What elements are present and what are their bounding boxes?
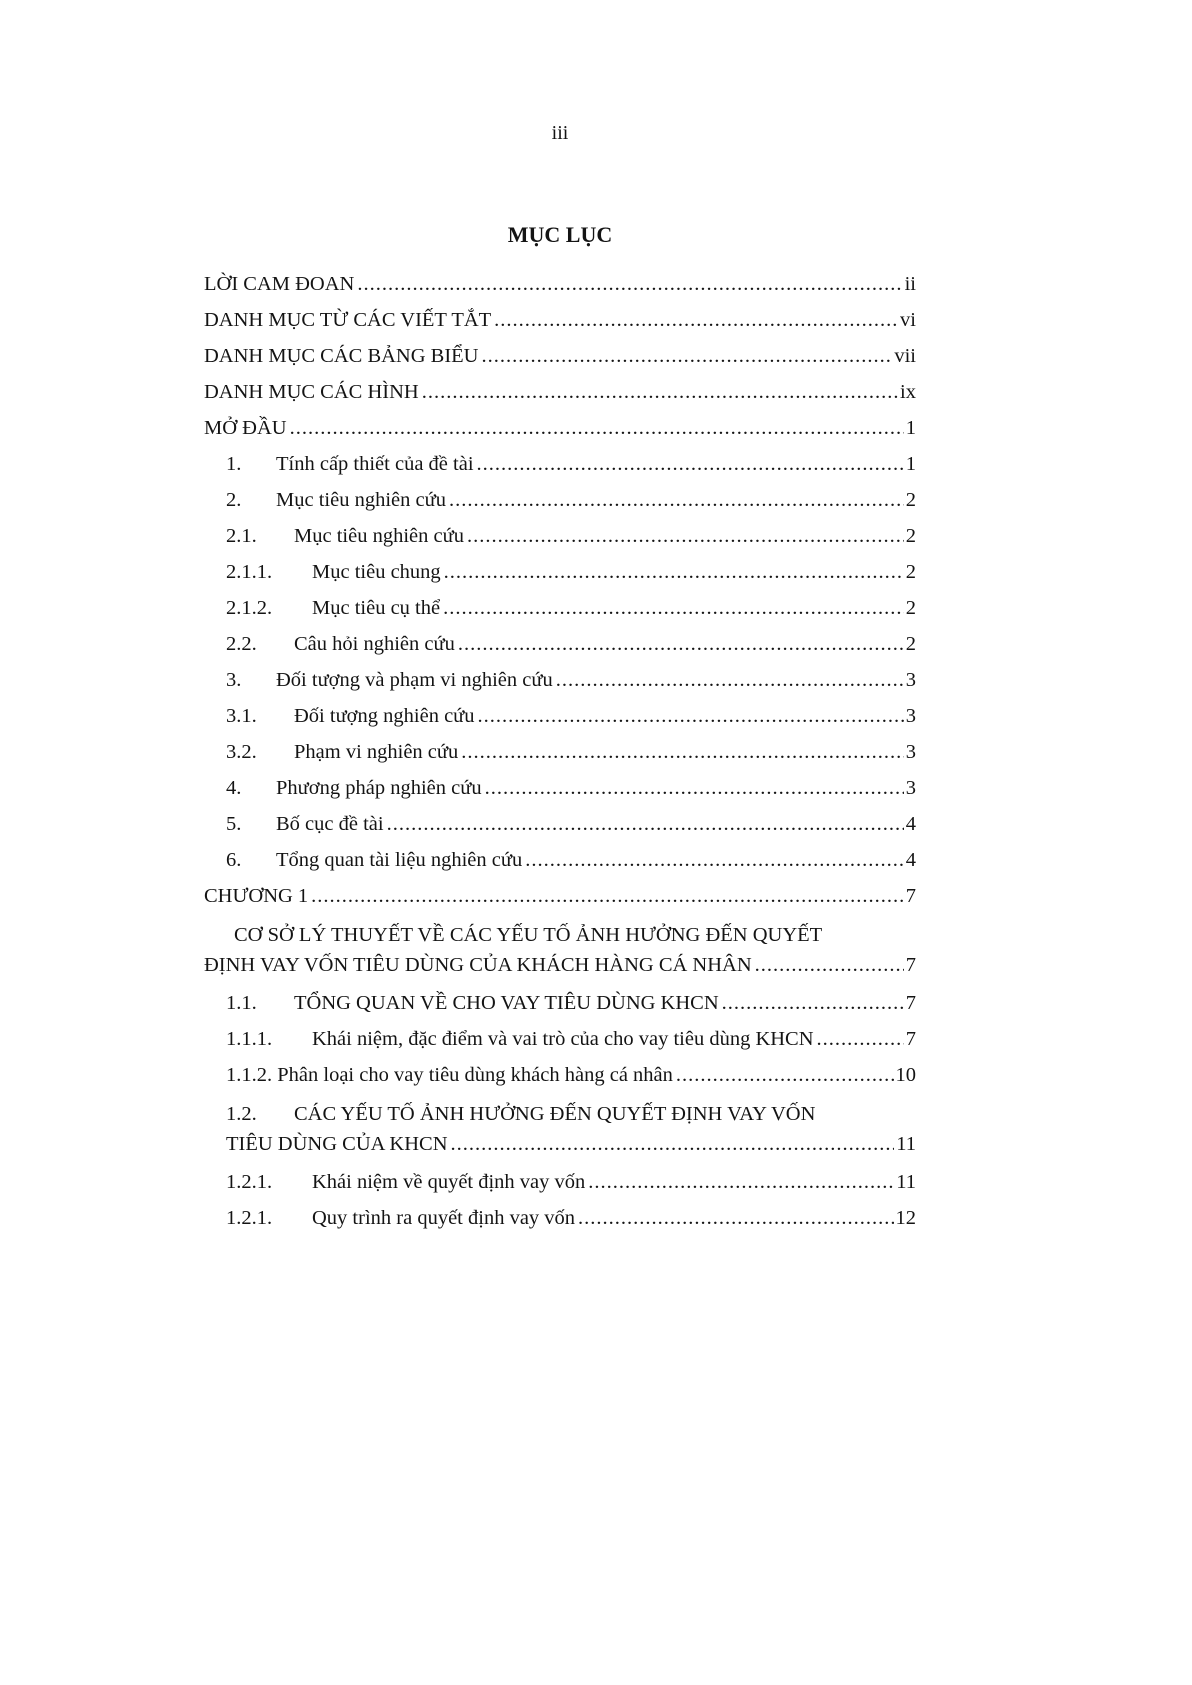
toc-entry-label: CHƯƠNG 1 (204, 885, 309, 907)
toc-entry-number: 6. (226, 849, 242, 871)
toc-entry-label: DANH MỤC CÁC HÌNH (204, 381, 419, 403)
toc-entry-page: 3 (905, 669, 916, 691)
toc-entry[interactable] (204, 416, 916, 452)
toc-entry-label: Mục tiêu cụ thể (312, 597, 441, 619)
toc-entry-number: 1. (226, 453, 242, 475)
toc-entry-label: Mục tiêu nghiên cứu (294, 525, 464, 547)
toc-entry-page: 2 (905, 633, 916, 655)
dot-leader (451, 1129, 895, 1159)
toc-entry-label: MỞ ĐẦU (204, 417, 287, 439)
toc-entry-label: LỜI CAM ĐOAN (204, 273, 355, 295)
toc-entry-number: 3.1. (226, 705, 257, 727)
toc-entry-page: 2 (905, 597, 916, 619)
toc-entry-label: Phạm vi nghiên cứu (294, 741, 459, 763)
dot-leader (443, 596, 904, 621)
dot-leader (755, 950, 904, 980)
toc-entry[interactable] (204, 596, 916, 632)
toc-entry-label: Mục tiêu chung (312, 561, 441, 583)
toc-entry-label: Quy trình ra quyết định vay vốn (312, 1207, 576, 1229)
toc-entry-page: ix (900, 381, 916, 403)
toc-entry-label: DANH MỤC TỪ CÁC VIẾT TẮT (204, 309, 492, 331)
toc-entry-number: 3.2. (226, 741, 257, 763)
toc-entry-page: 2 (905, 489, 916, 511)
toc-entry-page: 3 (905, 741, 916, 763)
dot-leader (478, 704, 904, 729)
toc-entry-page: 2 (905, 561, 916, 583)
toc-title: MỤC LỤC (507, 222, 613, 247)
toc-entry[interactable] (204, 524, 916, 560)
toc-entry-page: 12 (895, 1207, 916, 1229)
dot-leader (311, 884, 904, 909)
toc-entry[interactable] (204, 1063, 916, 1099)
dot-leader (578, 1206, 893, 1231)
dot-leader (449, 488, 904, 513)
dot-leader (525, 848, 904, 873)
toc-entry-label: Khái niệm về quyết định vay vốn (312, 1171, 586, 1193)
toc-entry-number: 1.1. (226, 992, 257, 1014)
dot-leader (722, 991, 904, 1016)
toc-entry-number: 3. (226, 669, 242, 691)
toc-entry-number: 2.1.2. (226, 597, 273, 619)
toc-entry-section-title[interactable] (204, 1099, 916, 1159)
toc-entry[interactable] (204, 1206, 916, 1242)
toc-entry[interactable] (204, 668, 916, 704)
toc-entry-chapter-title[interactable] (204, 920, 916, 980)
toc-entry-label: Khái niệm, đặc điểm và vai trò của cho vay tiêu dùng KHCN (312, 1028, 814, 1050)
toc-entry-page: 7 (905, 1028, 916, 1050)
toc-entry-label-line2: ĐỊNH VAY VỐN TIÊU DÙNG CỦA KHÁCH HÀNG CÁ NHÂN (204, 954, 752, 976)
page-number: iii (551, 122, 569, 144)
toc-entry-label-line1: CƠ SỞ LÝ THUYẾT VỀ CÁC YẾU TỐ ẢNH HƯỞNG ĐẾN QUYẾT (234, 924, 823, 946)
toc-entry-number: 1.1.1. (226, 1028, 273, 1050)
toc-entry-page: 10 (895, 1064, 916, 1086)
dot-leader (494, 308, 898, 333)
toc-entry-page: 11 (896, 1171, 916, 1193)
toc-entry-label: Mục tiêu nghiên cứu (276, 489, 446, 511)
toc-entry[interactable] (204, 344, 916, 380)
toc-entry-number: 2.2. (226, 633, 257, 655)
toc-entry[interactable] (204, 1170, 916, 1206)
toc-entry-page: 4 (905, 813, 916, 835)
toc-entry[interactable] (204, 560, 916, 596)
toc-entry-page: 7 (905, 992, 916, 1014)
toc-entry-label: Tổng quan tài liệu nghiên cứu (276, 849, 523, 871)
toc-entry-page: 1 (905, 417, 916, 439)
toc-entry-number: 4. (226, 777, 242, 799)
toc-entry[interactable] (204, 740, 916, 776)
dot-leader (556, 668, 904, 693)
toc-entry-number: 2.1. (226, 525, 257, 547)
dot-leader (458, 632, 904, 657)
toc-entry-page: 7 (905, 954, 916, 976)
toc-entry-label-text: CÁC YẾU TỐ ẢNH HƯỞNG ĐẾN QUYẾT ĐỊNH VAY VỐN (294, 1103, 816, 1125)
dot-leader (290, 416, 904, 441)
dot-leader (817, 1027, 904, 1052)
toc-entry[interactable] (204, 452, 916, 488)
toc-entry-label-line2: TIÊU DÙNG CỦA KHCN (226, 1133, 448, 1155)
dot-leader (387, 812, 904, 837)
toc-entry-page: 7 (905, 885, 916, 907)
toc-entry-number: 1.2.1. (226, 1171, 273, 1193)
toc-entry[interactable] (204, 704, 916, 740)
toc-entry-number: 2.1.1. (226, 561, 273, 583)
toc-entry-label: Đối tượng và phạm vi nghiên cứu (276, 669, 553, 691)
toc-entry-label: Bố cục đề tài (276, 813, 384, 835)
dot-leader (676, 1063, 894, 1088)
dot-leader (467, 524, 904, 549)
toc-entry-page: 3 (905, 777, 916, 799)
toc-entry-label-line1 (226, 1099, 916, 1129)
toc-entry-label: Câu hỏi nghiên cứu (294, 633, 455, 655)
toc-entry[interactable] (204, 991, 916, 1027)
toc-entry-number: 1.2.1. (226, 1207, 273, 1229)
toc-entry[interactable] (204, 884, 916, 920)
toc-entry[interactable] (204, 812, 916, 848)
toc-entry[interactable] (204, 308, 916, 344)
toc-entry-page: ii (904, 273, 916, 295)
dot-leader (482, 344, 893, 369)
dot-leader (477, 452, 904, 477)
toc-entry-label: 1.1.2. Phân loại cho vay tiêu dùng khách hàng cá nhân (226, 1064, 673, 1086)
toc-entry-page: 4 (905, 849, 916, 871)
toc-entry[interactable] (204, 1027, 916, 1063)
toc-entry-label: Đối tượng nghiên cứu (294, 705, 475, 727)
toc-entry[interactable] (204, 488, 916, 524)
toc-entry-page: vi (900, 309, 916, 331)
toc-entry-page: 11 (896, 1133, 916, 1155)
toc-entry-label: Tính cấp thiết của đề tài (276, 453, 474, 475)
toc-entry-page: vii (894, 345, 916, 367)
dot-leader (485, 776, 904, 801)
toc-entry[interactable] (204, 272, 916, 308)
toc-entry[interactable] (204, 776, 916, 812)
toc-entry[interactable] (204, 380, 916, 416)
toc-entry-page: 2 (905, 525, 916, 547)
toc-entry[interactable] (204, 848, 916, 884)
table-of-contents (204, 272, 916, 1242)
toc-entry[interactable] (204, 632, 916, 668)
toc-entry-label: TỔNG QUAN VỀ CHO VAY TIÊU DÙNG KHCN (294, 992, 719, 1014)
dot-leader (422, 380, 898, 405)
toc-entry-label: Phương pháp nghiên cứu (276, 777, 482, 799)
dot-leader (588, 1170, 894, 1195)
toc-entry-number: 2. (226, 489, 242, 511)
toc-entry-page: 3 (905, 705, 916, 727)
toc-entry-number: 1.2. (226, 1103, 257, 1125)
dot-leader (357, 272, 902, 297)
toc-entry-number: 5. (226, 813, 242, 835)
toc-entry-label: DANH MỤC CÁC BẢNG BIỂU (204, 345, 479, 367)
dot-leader (461, 740, 903, 765)
toc-entry-page: 1 (905, 453, 916, 475)
dot-leader (444, 560, 904, 585)
